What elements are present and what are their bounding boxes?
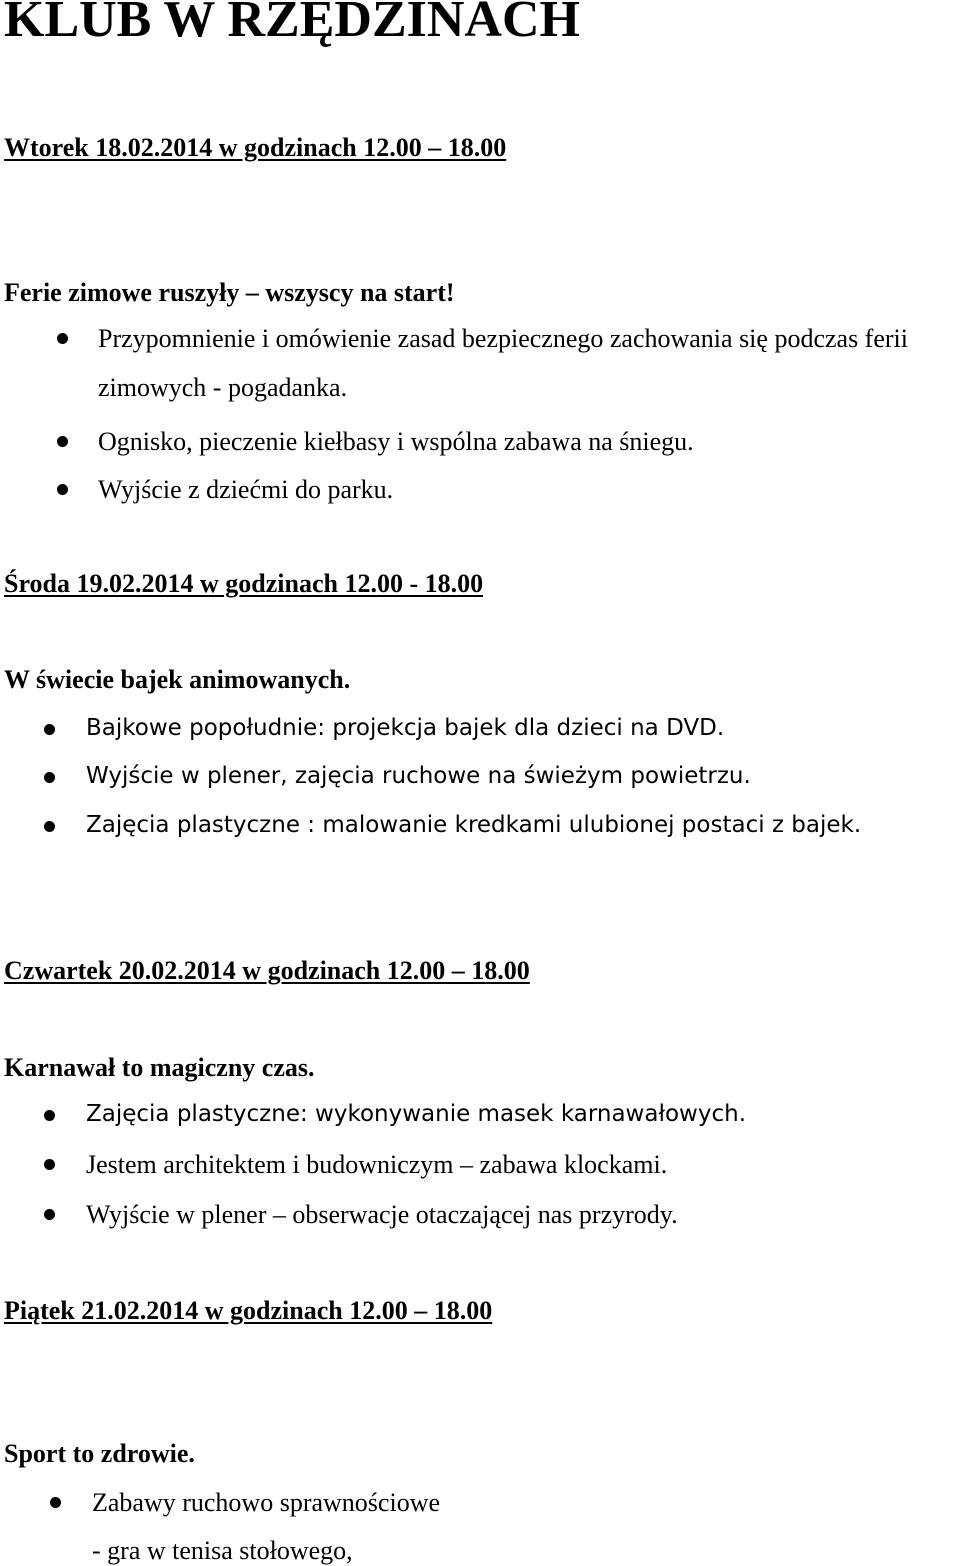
bullet-icon — [44, 1209, 55, 1220]
list-item-tuesday-1: Przypomnienie i omówienie zasad bezpiecznego zachowania się podczas ferii — [98, 324, 908, 353]
list-item-friday-1: Zabawy ruchowo sprawnościowe — [92, 1488, 441, 1517]
list-item-tuesday-3: Wyjście z dziećmi do parku. — [98, 475, 394, 504]
bullet-icon — [44, 772, 55, 783]
bullet-icon — [50, 1497, 61, 1508]
list-item-tuesday-2: Ognisko, pieczenie kiełbasy i wspólna zabawa na śniegu. — [98, 427, 694, 456]
bullet-icon — [57, 436, 68, 447]
list-item-wednesday-3: Zajęcia plastyczne : malowanie kredkami ulubionej postaci z bajek. — [86, 812, 862, 838]
bullet-icon — [44, 1159, 55, 1170]
bullet-icon — [44, 821, 55, 832]
day-theme-tuesday: Ferie zimowe ruszyły – wszyscy na start! — [4, 278, 455, 307]
list-item-thursday-3: Wyjście w plener – obserwacje otaczającej nas przyrody. — [86, 1200, 678, 1229]
list-item-wednesday-2: Wyjście w plener, zajęcia ruchowe na świeżym powietrzu. — [86, 763, 751, 789]
list-item-wednesday-1: Bajkowe popołudnie: projekcja bajek dla dzieci na DVD. — [86, 715, 725, 741]
day-heading-wednesday: Środa 19.02.2014 w godzinach 12.00 - 18.00 — [4, 569, 484, 598]
day-theme-wednesday: W świecie bajek animowanych. — [4, 665, 351, 694]
document-title: KLUB W RZĘDZINACH — [4, 0, 580, 48]
day-heading-friday: Piątek 21.02.2014 w godzinach 12.00 – 18.00 — [4, 1296, 493, 1325]
list-item-tuesday-1-continuation: zimowych - pogadanka. — [98, 373, 348, 402]
day-theme-thursday: Karnawał to magiczny czas. — [4, 1053, 315, 1082]
list-item-thursday-2: Jestem architektem i budowniczym – zabawa klockami. — [86, 1150, 668, 1179]
bullet-icon — [44, 724, 55, 735]
bullet-icon — [44, 1110, 55, 1121]
day-heading-tuesday: Wtorek 18.02.2014 w godzinach 12.00 – 18.00 — [4, 133, 507, 162]
list-item-friday-1-continuation: - gra w tenisa stołowego, — [92, 1536, 353, 1565]
day-theme-friday: Sport to zdrowie. — [4, 1439, 195, 1468]
day-heading-thursday: Czwartek 20.02.2014 w godzinach 12.00 – 18.00 — [4, 956, 530, 985]
list-item-thursday-1: Zajęcia plastyczne: wykonywanie masek karnawałowych. — [86, 1101, 747, 1127]
bullet-icon — [57, 484, 68, 495]
bullet-icon — [57, 333, 68, 344]
